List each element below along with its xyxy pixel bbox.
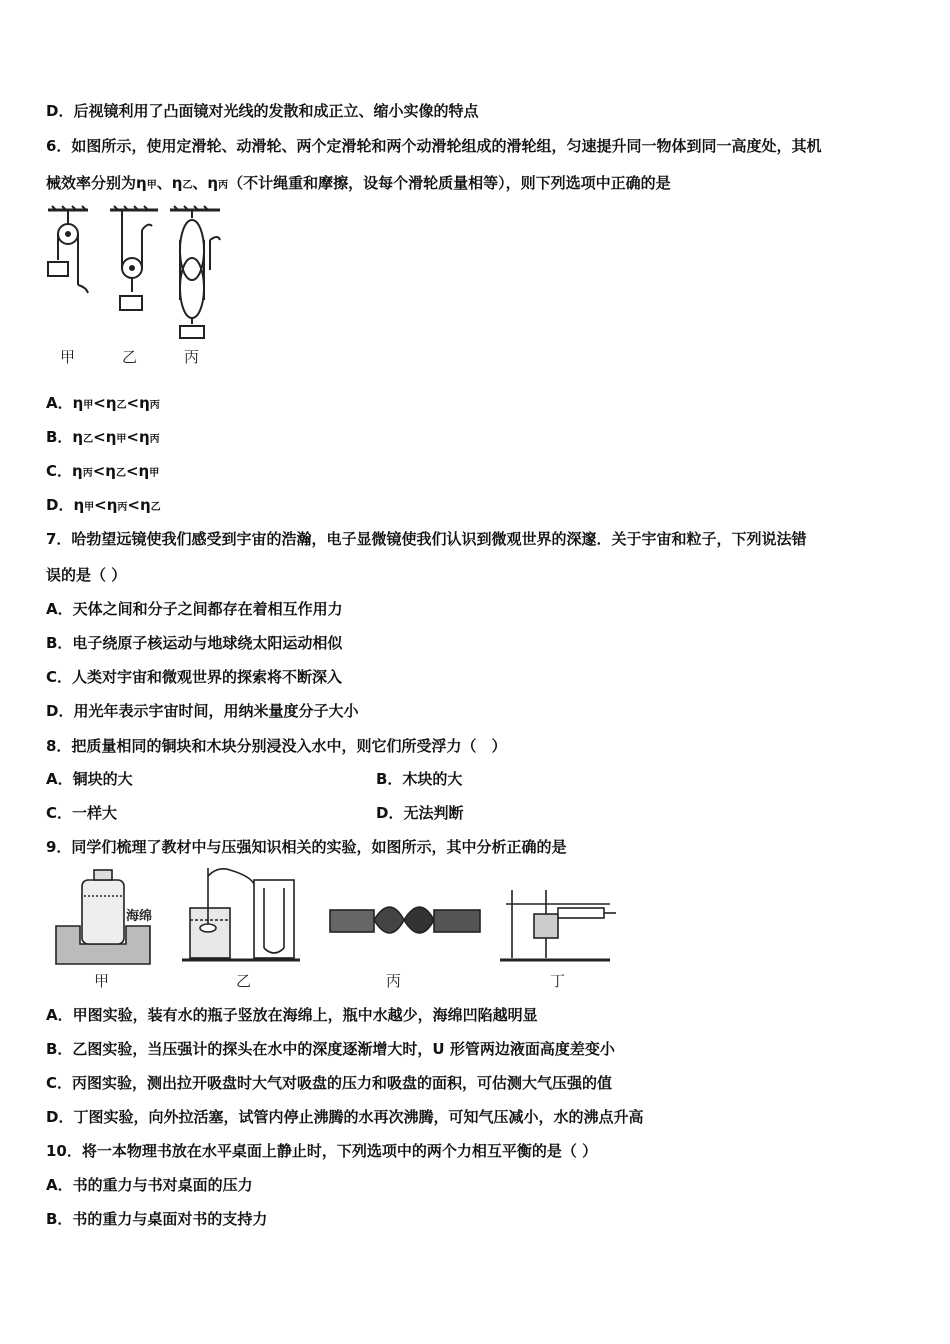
q8-option-c: C．一样大 — [46, 804, 118, 822]
q5-option-d: D．后视镜利用了凸面镜对光线的发散和成正立、缩小实像的特点 — [46, 102, 479, 120]
q7-stem-line2: 误的是（ ） — [46, 566, 127, 584]
q6-stem-line1: 6．如图所示，使用定滑轮、动滑轮、两个定滑轮和两个动滑轮组成的滑轮组，匀速提升同一物体到同一高度处，其机 — [46, 137, 822, 155]
q10-option-a: A．书的重力与书对桌面的压力 — [46, 1176, 253, 1194]
fig-caption-bing: 丙 — [184, 348, 200, 366]
q7-option-c: C．人类对宇宙和微观世界的探索将不断深入 — [46, 668, 343, 686]
q9-caption-jia: 甲 — [94, 972, 110, 990]
sponge-label: 海绵 — [126, 909, 153, 924]
q8-option-d: D．无法判断 — [376, 804, 464, 822]
q9-option-b: B．乙图实验，当压强计的探头在水中的深度逐渐增大时，U 形管两边液面高度差变小 — [46, 1040, 615, 1058]
q6-option-d: D．η甲<η丙<η乙 — [46, 496, 161, 514]
pulley-figures — [40, 200, 240, 340]
q9-stem: 9．同学们梳理了教材中与压强知识相关的实验，如图所示，其中分析正确的是 — [46, 838, 567, 856]
q10-stem: 10．将一本物理书放在水平桌面上静止时，下列选项中的两个力相互平衡的是（ ） — [46, 1142, 598, 1160]
q8-stem: 8．把质量相同的铜块和木块分别浸没入水中，则它们所受浮力（ ） — [46, 737, 507, 755]
q9-caption-ding: 丁 — [550, 972, 566, 990]
q7-option-d: D．用光年表示宇宙时间，用纳米量度分子大小 — [46, 702, 359, 720]
q7-option-a: A．天体之间和分子之间都存在着相互作用力 — [46, 600, 343, 618]
q6-option-c: C．η丙<η乙<η甲 — [46, 462, 160, 480]
q10-option-b: B．书的重力与桌面对书的支持力 — [46, 1210, 268, 1228]
fig-caption-jia: 甲 — [60, 348, 76, 366]
fig-caption-yi: 乙 — [122, 348, 138, 366]
q7-stem-line1: 7．哈勃望远镜使我们感受到宇宙的浩瀚，电子显微镜使我们认识到微观世界的深邃．关于宇宙和粒子，下列说法错 — [46, 530, 807, 548]
q8-option-b: B．木块的大 — [376, 770, 463, 788]
q9-option-c: C．丙图实验，测出拉开吸盘时大气对吸盘的压力和吸盘的面积，可估测大气压强的值 — [46, 1074, 613, 1092]
q6-option-b: B．η乙<η甲<η丙 — [46, 428, 160, 446]
q9-caption-yi: 乙 — [236, 972, 252, 990]
q9-caption-bing: 丙 — [386, 972, 402, 990]
q6-stem-line2: 械效率分别为η甲、η乙、η丙（不计绳重和摩擦，设每个滑轮质量相等），则下列选项中正确的是 — [46, 174, 671, 192]
q6-option-a: A．η甲<η乙<η丙 — [46, 394, 160, 412]
q9-option-d: D．丁图实验，向外拉活塞，试管内停止沸腾的水再次沸腾，可知气压减小，水的沸点升高 — [46, 1108, 644, 1126]
q8-option-a: A．铜块的大 — [46, 770, 133, 788]
q7-option-b: B．电子绕原子核运动与地球绕太阳运动相似 — [46, 634, 343, 652]
q9-option-a: A．甲图实验，装有水的瓶子竖放在海绵上，瓶中水越少，海绵凹陷越明显 — [46, 1006, 538, 1024]
